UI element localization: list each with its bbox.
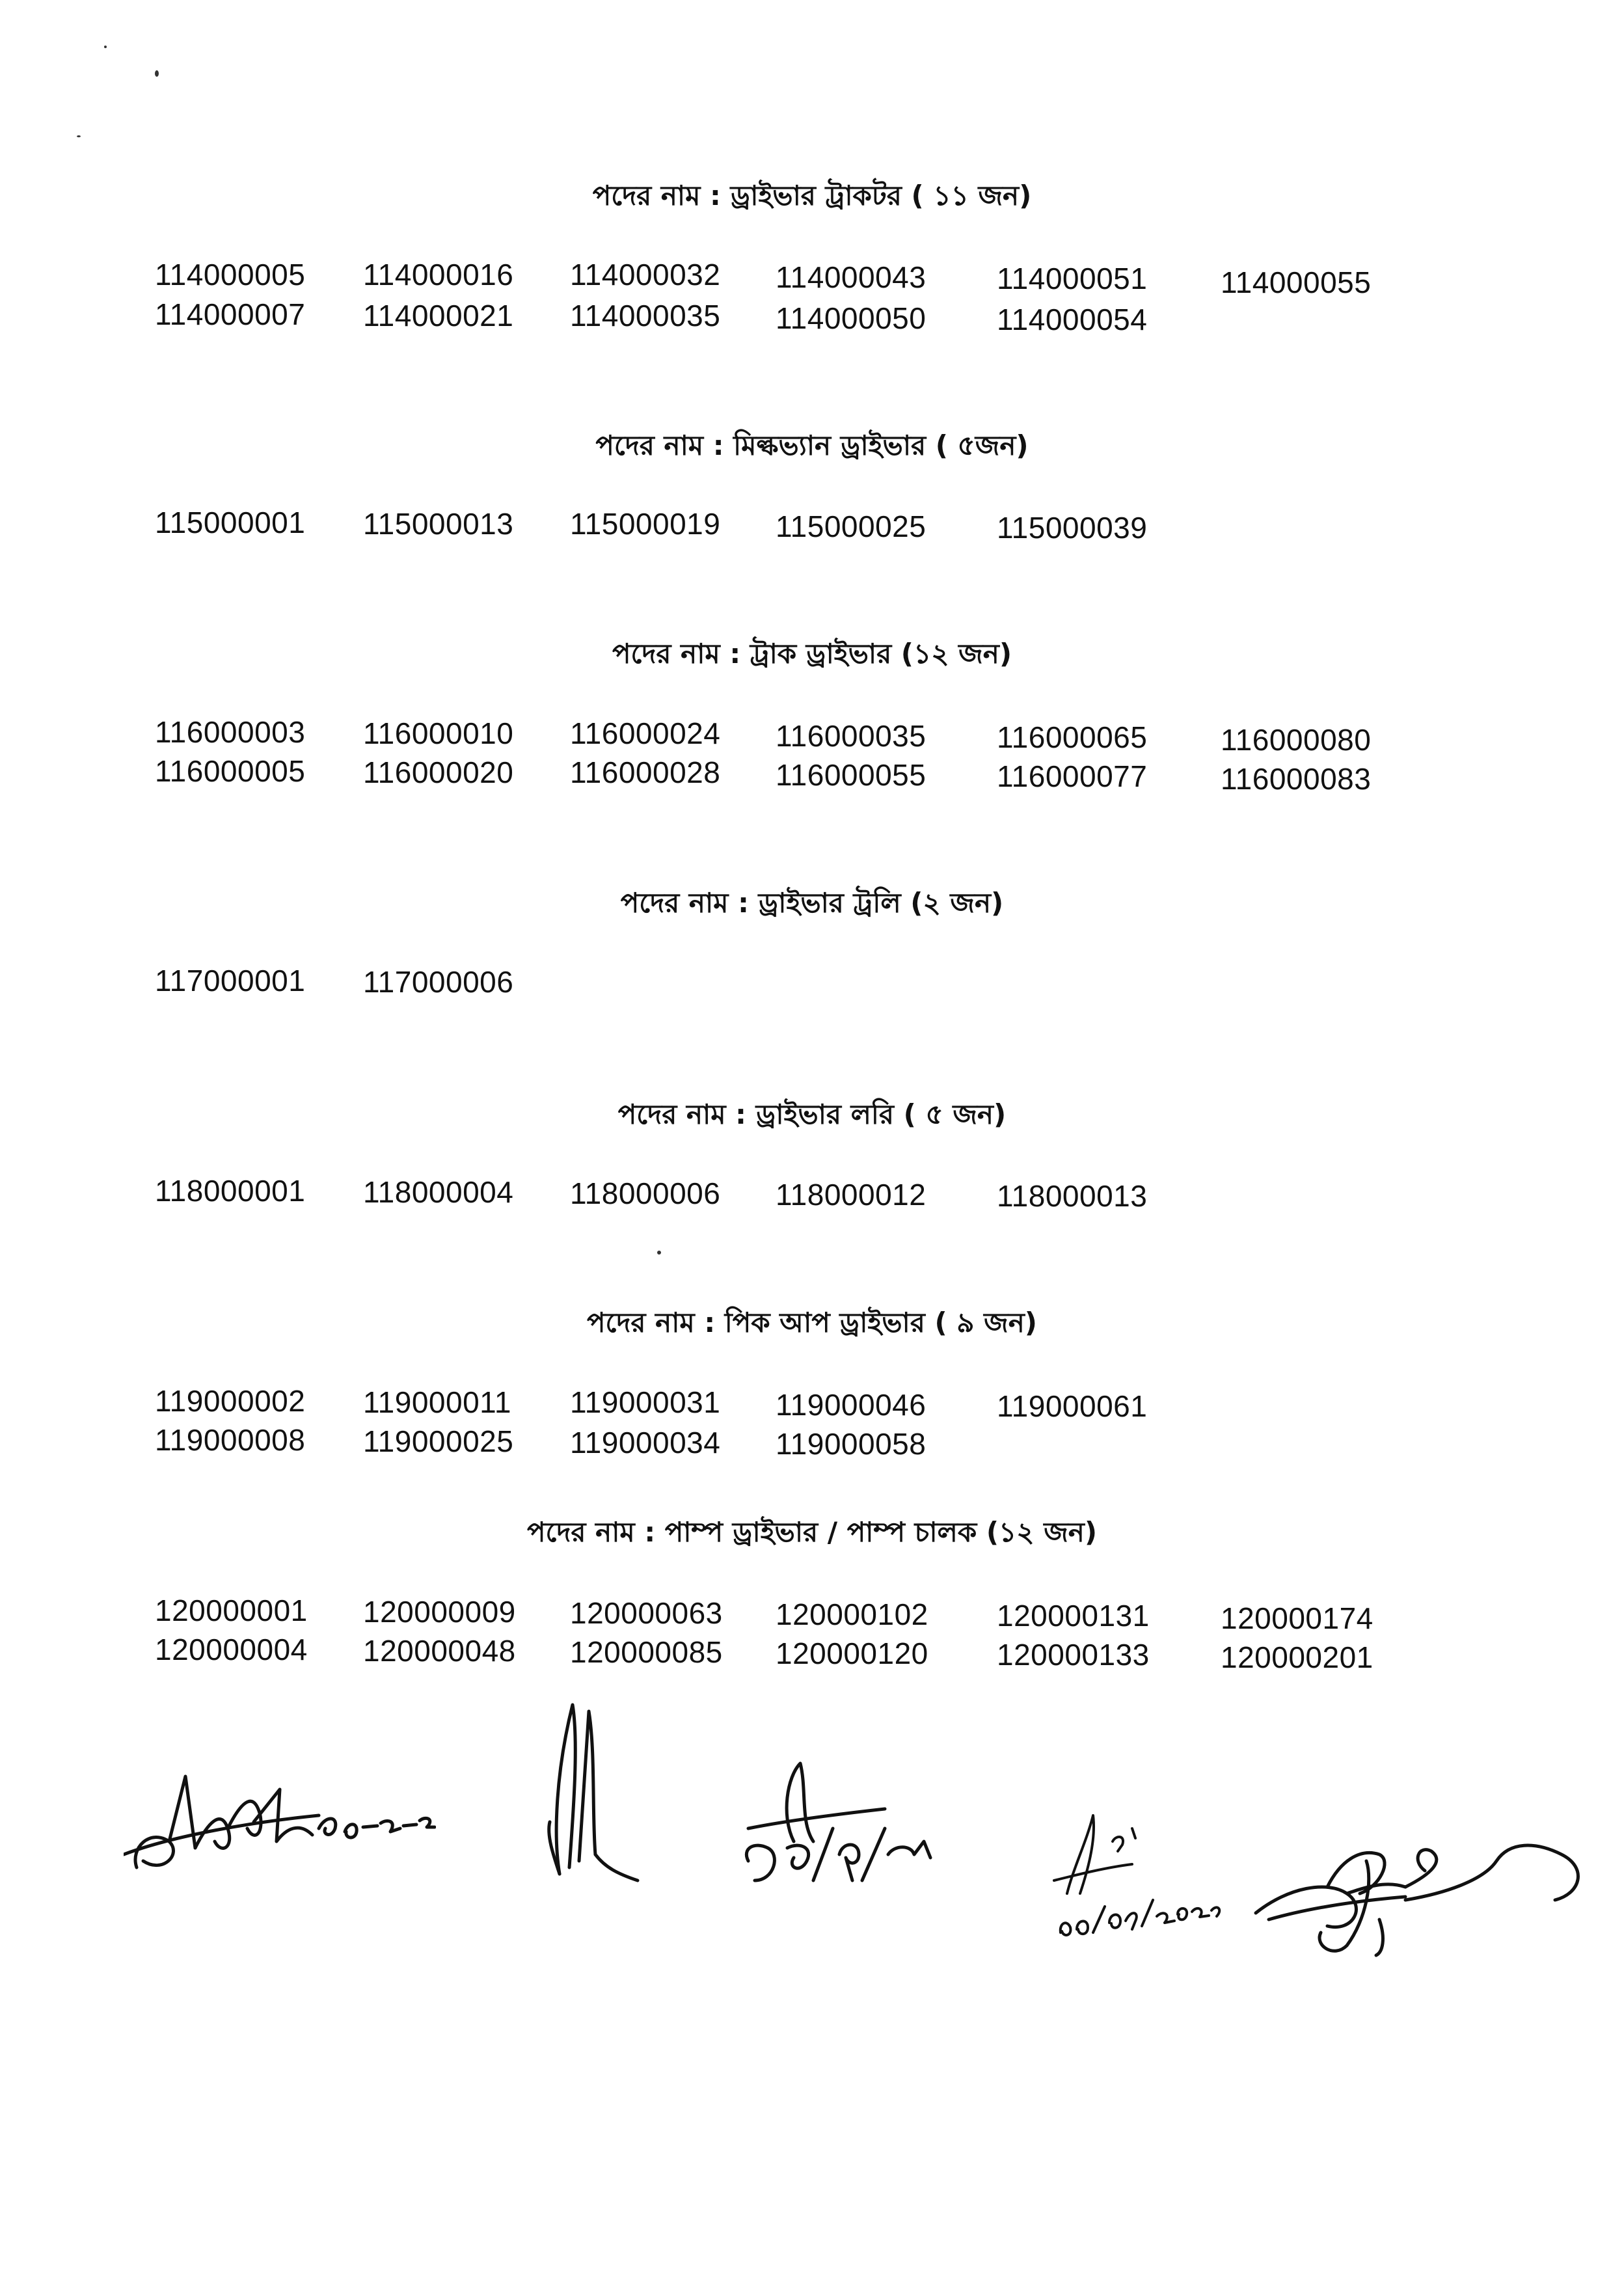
id-row <box>0 714 1624 757</box>
id-number: 120000063 <box>570 1596 723 1630</box>
id-number: 119000011 <box>363 1385 511 1419</box>
id-number: 118000006 <box>570 1176 721 1210</box>
scan-speck <box>155 70 159 77</box>
signature-5 <box>1249 1815 1588 1972</box>
id-number: 119000031 <box>570 1385 721 1419</box>
id-number: 119000008 <box>155 1423 306 1457</box>
id-number: 114000007 <box>155 297 306 331</box>
id-number: 114000016 <box>363 258 514 292</box>
section-title: পদের নাম : ড্রাইভার ট্রাকটর ( ১১ জন) <box>592 180 1032 211</box>
id-number: 114000051 <box>997 262 1148 295</box>
id-number: 120000102 <box>776 1597 928 1631</box>
id-number: 115000039 <box>997 511 1148 545</box>
id-row <box>0 257 1624 299</box>
id-number: 120000201 <box>1221 1640 1374 1674</box>
id-number: 120000085 <box>570 1635 723 1669</box>
section-title: পদের নাম : পিক আপ ড্রাইভার ( ৯ জন) <box>586 1307 1037 1338</box>
id-number: 114000021 <box>363 299 514 332</box>
id-number: 115000025 <box>776 509 927 543</box>
id-row <box>0 1422 1624 1461</box>
id-number: 118000004 <box>363 1175 514 1209</box>
id-number: 117000006 <box>363 965 514 999</box>
id-number: 115000013 <box>363 507 514 541</box>
id-row <box>0 1593 1624 1635</box>
id-number: 119000002 <box>155 1384 306 1418</box>
id-number: 118000012 <box>776 1178 927 1212</box>
id-number: 118000001 <box>155 1174 306 1208</box>
id-number: 114000005 <box>155 258 306 292</box>
id-number: 120000004 <box>155 1633 308 1666</box>
id-number: 119000046 <box>776 1388 927 1422</box>
id-number: 115000019 <box>570 507 721 541</box>
id-number: 116000080 <box>1221 723 1372 757</box>
id-number: 119000034 <box>570 1426 721 1459</box>
signature-3 <box>729 1750 950 1907</box>
id-row <box>0 1173 1624 1212</box>
id-row <box>0 1383 1624 1422</box>
id-number: 114000050 <box>776 301 927 335</box>
id-number: 117000001 <box>155 964 306 998</box>
id-number: 116000005 <box>155 754 306 788</box>
id-number: 116000028 <box>570 755 721 789</box>
id-number: 116000024 <box>570 716 721 750</box>
section-title: পদের নাম : ড্রাইভার লরি ( ৫ জন) <box>617 1098 1007 1130</box>
scan-speck <box>657 1251 661 1255</box>
section-title: পদের নাম : মিল্কভ্যান ড্রাইভার ( ৫জন) <box>595 429 1029 461</box>
id-number: 119000061 <box>997 1389 1148 1423</box>
scan-speck <box>77 135 81 137</box>
id-number: 120000133 <box>997 1638 1150 1672</box>
section-title: পদের নাম : পাম্প ড্রাইভার / পাম্প চালক (১২ জন) <box>526 1516 1098 1548</box>
id-row <box>0 753 1624 796</box>
id-number: 116000083 <box>1221 762 1372 796</box>
section-title: পদের নাম : ড্রাইভার ট্রলি (২ জন) <box>620 887 1004 919</box>
id-row <box>0 1632 1624 1674</box>
id-number: 120000009 <box>363 1595 516 1629</box>
id-number: 119000058 <box>776 1427 927 1461</box>
id-number: 120000131 <box>997 1599 1150 1633</box>
id-number: 114000054 <box>997 303 1148 336</box>
signature-1 <box>124 1750 436 1880</box>
id-number: 116000055 <box>776 758 927 792</box>
id-number: 114000055 <box>1221 265 1372 299</box>
id-number: 119000025 <box>363 1424 514 1458</box>
id-number: 120000048 <box>363 1634 516 1668</box>
id-number: 116000010 <box>363 716 514 750</box>
id-number: 116000035 <box>776 719 927 753</box>
id-row <box>0 963 1624 1002</box>
id-number: 114000043 <box>776 260 927 294</box>
id-row <box>0 505 1624 544</box>
id-number: 115000001 <box>155 506 306 539</box>
id-number: 116000065 <box>997 720 1148 754</box>
signature-2 <box>534 1692 644 1887</box>
scan-speck <box>104 46 107 48</box>
id-number: 116000003 <box>155 715 306 749</box>
id-number: 116000077 <box>997 759 1148 793</box>
id-row <box>0 297 1624 336</box>
id-number: 116000020 <box>363 755 514 789</box>
id-number: 120000001 <box>155 1594 308 1627</box>
section-title: পদের নাম : ট্রাক ড্রাইভার (১২ জন) <box>612 638 1012 670</box>
id-number: 120000120 <box>776 1636 928 1670</box>
id-number: 114000035 <box>570 299 721 332</box>
id-number: 118000013 <box>997 1179 1148 1213</box>
signature-4 <box>1041 1802 1223 1946</box>
id-number: 114000032 <box>570 258 721 292</box>
id-number: 120000174 <box>1221 1601 1374 1635</box>
